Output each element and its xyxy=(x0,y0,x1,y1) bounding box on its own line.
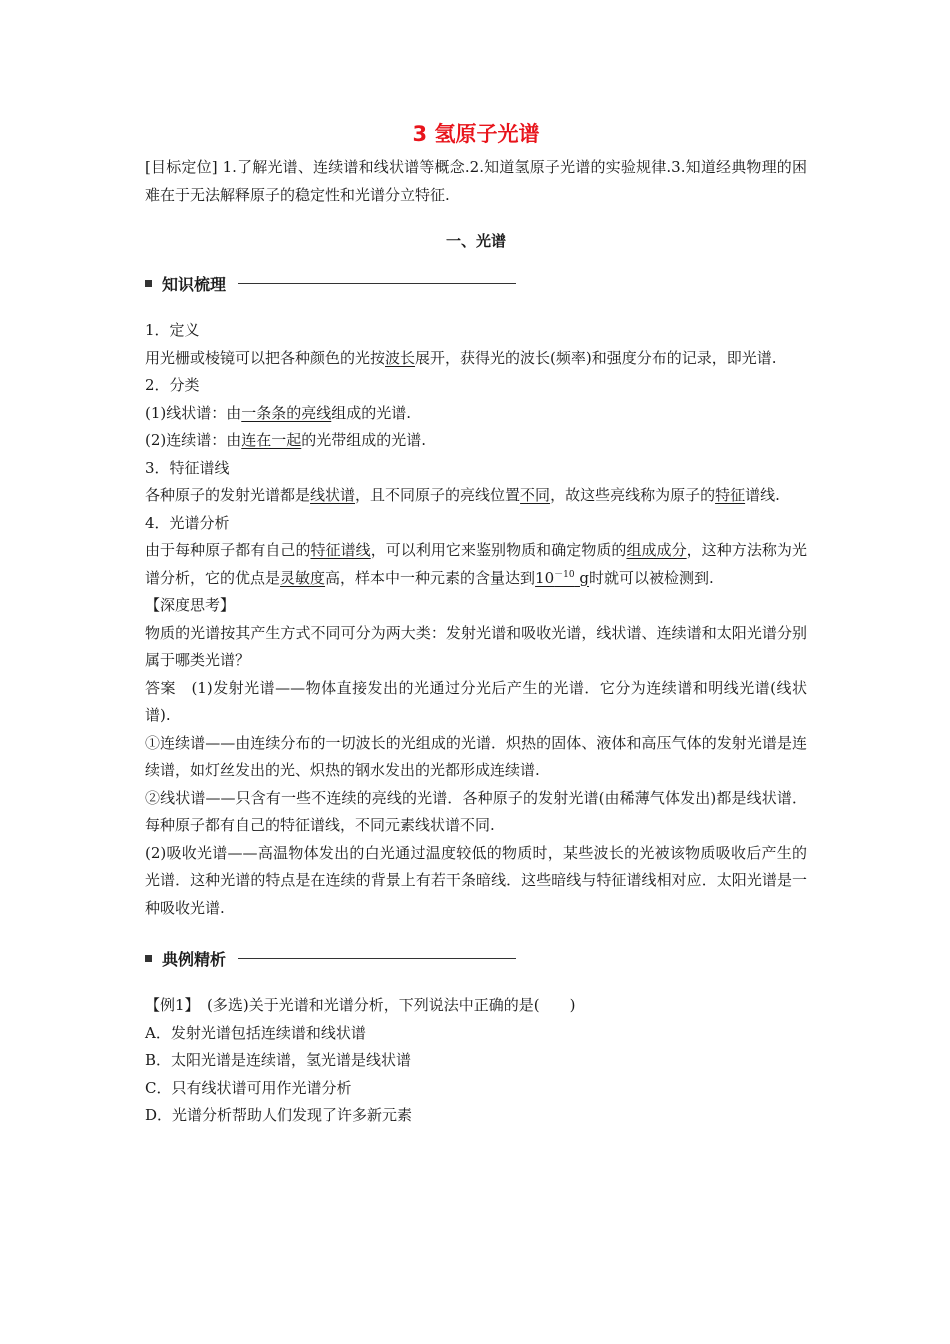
item-4-body: 由于每种原子都有自己的特征谱线，可以利用它来鉴别物质和确定物质的组成成分，这种方法称为光谱分析，它的优点是灵敏度高，样本中一种元素的含量达到$10^{-10}$ g时就可以被检测到. xyxy=(145,541,807,587)
fill-answer: 连在一起 xyxy=(241,431,302,449)
page-title: 3 氢原子光谱 xyxy=(412,122,540,146)
document-page xyxy=(145,120,807,1130)
knowledge-label: 知识梳理 xyxy=(162,274,227,294)
option-d: D．光谱分析帮助人们发现了许多新元素 xyxy=(145,1106,413,1124)
fill-answer: 灵敏度 xyxy=(280,568,326,587)
fill-answer: 组成成分 xyxy=(626,541,687,559)
section-title: 一、光谱 xyxy=(445,232,506,250)
fill-answer: 特征 xyxy=(715,486,746,504)
item-2-line-1: (1)线状谱：由一条条的亮线组成的光谱. xyxy=(145,403,412,422)
item-2-line-2: (2)连续谱：由连在一起的光带组成的光谱. xyxy=(145,431,427,449)
option-b: B．太阳光谱是连续谱，氢光谱是线状谱 xyxy=(145,1051,412,1069)
item-3-body: 各种原子的发射光谱都是线状谱，且不同原子的亮线位置不同，故这些亮线称为原子的特征谱线. xyxy=(145,486,780,504)
square-bullet-icon xyxy=(145,280,152,287)
fill-answer: 一条条的亮线 xyxy=(241,403,332,422)
example-1-stem: 【例1】 (多选)关于光谱和光谱分析，下列说法中正确的是( ) xyxy=(145,996,576,1014)
divider xyxy=(238,283,516,284)
answer-paragraph-1: 答案 (1)发射光谱——物体直接发出的光通过分光后产生的光谱．它分为连续谱和明线光谱(线状谱). xyxy=(145,678,807,724)
example-header xyxy=(145,944,807,972)
option-c: C．只有线状谱可用作光谱分析 xyxy=(145,1078,352,1097)
answer-paragraph-3: ②线状谱——只含有一些不连续的亮线的光谱．各种原子的发射光谱(由稀薄气体发出)都是线状谱．每种原子都有自己的特征谱线，不同元素线状谱不同. xyxy=(145,788,807,834)
example-label: 典例精析 xyxy=(162,949,227,969)
goal-text: 1.了解光谱、连续谱和线状谱等概念.2.知道氢原子光谱的实验规律.3.知道经典物理的困难在于无法解释原子的稳定性和光谱分立特征. xyxy=(145,158,807,204)
goal-paragraph xyxy=(145,154,807,209)
fill-answer: 不同 xyxy=(520,486,551,504)
fill-answer: 波长 xyxy=(385,348,416,367)
divider xyxy=(238,958,516,959)
item-1-body: 用光栅或棱镜可以把各种颜色的光按波长展开，获得光的波长(频率)和强度分布的记录，即光谱. xyxy=(145,348,777,367)
deep-thinking-question: 物质的光谱按其产生方式不同可分为两大类：发射光谱和吸收光谱，线状谱、连续谱和太阳光谱分别属于哪类光谱？ xyxy=(145,623,807,669)
item-4-heading: 4．光谱分析 xyxy=(145,513,230,532)
square-bullet-icon xyxy=(145,955,152,962)
item-3-heading: 3．特征谱线 xyxy=(145,458,230,477)
item-2-heading: 2．分类 xyxy=(145,376,200,394)
goal-label: [目标定位] xyxy=(145,158,218,176)
fill-answer: 特征谱线 xyxy=(310,541,371,559)
answer-paragraph-4: (2)吸收光谱——高温物体发出的白光通过温度较低的物质时，某些波长的光被该物质吸收后产生的光谱．这种光谱的特点是在连续的背景上有若干条暗线．这些暗线与特征谱线相对应．太阳光谱是一种吸收光谱. xyxy=(145,843,807,917)
option-a: A．发射光谱包括连续谱和线状谱 xyxy=(145,1023,366,1042)
item-1-heading: 1．定义 xyxy=(145,321,200,339)
fill-answer-mass: $10^{-10}$ g xyxy=(535,568,589,587)
knowledge-header xyxy=(145,269,807,297)
answer-paragraph-2: ①连续谱——由连续分布的一切波长的光组成的光谱．炽热的固体、液体和高压气体的发射光谱是连续谱，如灯丝发出的光、炽热的钢水发出的光都形成连续谱. xyxy=(145,733,807,779)
fill-answer: 线状谱 xyxy=(310,486,356,504)
deep-thinking-heading: 【深度思考】 xyxy=(145,596,236,614)
